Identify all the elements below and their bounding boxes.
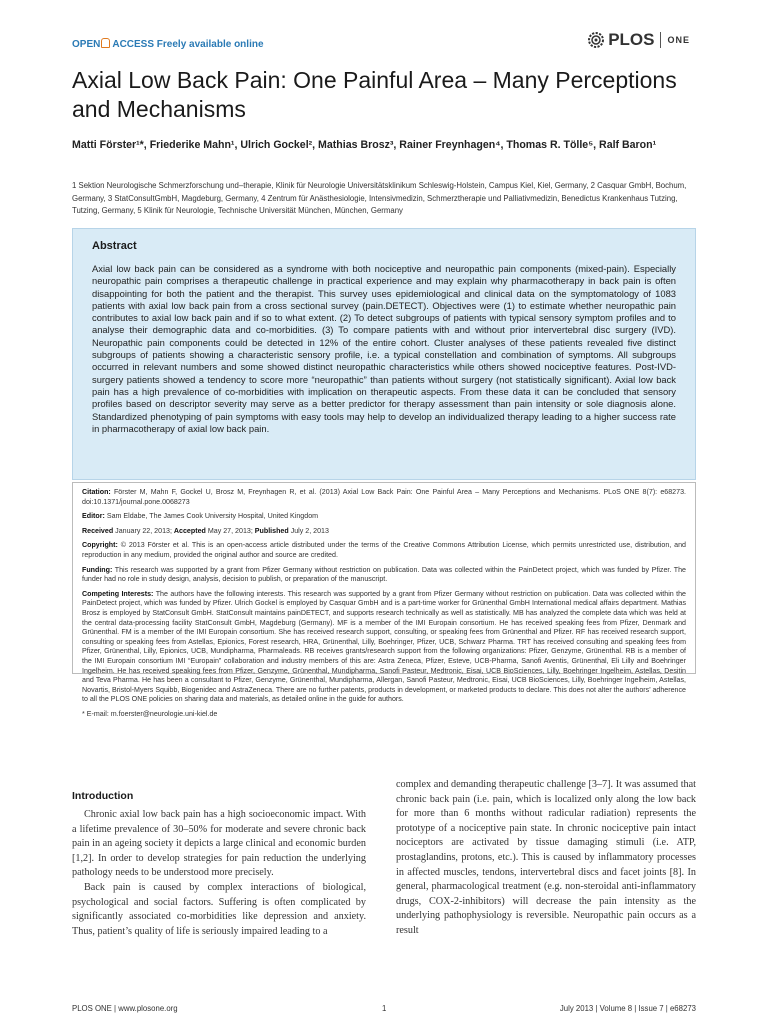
- published-label: Published: [254, 526, 289, 535]
- copyright-label: Copyright:: [82, 541, 118, 550]
- competing-text: The authors have the following interests. This research was supported by a grant from Pfizer Germany without restriction on publication. Data was collected within the PainDetect project, which was funded by Pfizer. Ulrich Gockel is employed by Casquar GmbH and is a part-time worker for Grünenthal GmbH International medical affairs department. Mathias Brosz is employed by StatConsult GmbH. StatConsult maintains painDETECT, and supports research technically as well as statistically. MB has analyzed the complete data which was held at the central data-processing facility StatConsult GmbH, Magdeburg (Germany). MF is a member of the IMI Europain consortium. He has received speaking fees from Pfizer, Denmark and Grünenthal. FM is a member of the IMI Europain consortium. She has received research support, consulting, or speaking fees from Grünenthal and Pfizer. RF has received research support, consulting or speaking fees from Astellas, Epionics, Forest research, HRA, Grünenthal, Lilly, Boehringer, Pfizer, UCB, Schwarz Pharma. TRT has received consulting and speaking fees from Pfizer, Grünenthal, Lilly, Epionics, UCB, Mundipharma, Pharmaleads. RB receives grants/research support from the following organizations: Pfizer, Genzyme, Grünenthal. RB is a member of the IMI Europain consortium IMI “Europain” collaboration and industry members of this are: Astra Zeneca, Pfizer, Esteve, UCB-Pharma, Sanofi Aventis, Grünenthal, Eli Lilly and Boehringer Ingelheim. He has received speaking fees from Pfizer, Genzyme, Grünenthal, Mundipharma, Sanofi Pasteur, Medtronic, Eisai, UCB BioSciences, Lilly, Boehringer Ingelheim, Astellas, Desitin and Teva Pharma. He has been a consultant to Pfizer, Genzyme, Grünenthal, Mundipharma, Allergan, Sanofi Pasteur, Medtronic, Eisai, UCB BioSciences, Lilly, Boehringer Ingelheim, Astellas, Novartis, Bristol-Myers Squibb, Biogenidec and AstraZeneca. There are no further patents, products in development, or marketed products to declare. This does not alter the authors’ adherence to all the PLOS ONE policies on sharing data and materials, as detailed online in the guide for authors.: [82, 589, 687, 704]
- body-column-right: [396, 778, 696, 939]
- intro-paragraph-3: complex and demanding therapeutic challenge [3–7]. It was assumed that chronic back pain (i.e. pain, which is localized only along the low back for more than 6 months without radicular radiation) represents the prototype of a nociceptive pain state. In chronic nociceptive pain intact nociceptors are activated by tissue damaging stimuli (i.e. ATP, prostaglandins, protons, etc.). This is caused by inflammatory processes in affected muscles, tendons, intervertebral discs and facet joints [8]. In general, pharmacological treatment (e.g. non-steroidal anti-inflammatory drugs, COX-2-inhibitors) will decrease the pain intensity as the underlying pathophysiology is reversible. Neuropathic pain occurs as a result: [396, 779, 696, 936]
- editor-label: Editor:: [82, 512, 105, 521]
- open-access-label: OPEN: [72, 39, 101, 50]
- funding-line: [82, 566, 686, 585]
- citation-text: Förster M, Mahn F, Gockel U, Brosz M, Freynhagen R, et al. (2013) Axial Low Back Pain: One Painful Area – Many Perceptions and Mechanisms. PLoS ONE 8(7): e68273. doi:10.1371/journal.pone.0068273: [82, 488, 686, 506]
- page-number: 1: [382, 1004, 387, 1013]
- journal-logo: [587, 30, 690, 50]
- funding-text: This research was supported by a grant from Pfizer Germany without restriction on publication. Data was collected within the PainDetect project, which was funded by Pfizer. The funder had no role in study design, analysis, decision to publish, or preparation of the manuscript.: [82, 565, 686, 584]
- intro-paragraph-1: Chronic axial low back pain has a high socioeconomic impact. With a lifetime prevalence of 30–50% for moderate and severe chronic back pain in an ageing society it depicts a large clinical and economic burden [1,2]. In order to develop strategies for pain reduction the underlying pathology needs to be understood more precisely.: [72, 809, 366, 879]
- footer-issue: July 2013 | Volume 8 | Issue 7 | e68273: [559, 1004, 696, 1013]
- accepted-date: May 27, 2013;: [207, 526, 253, 535]
- received-date: January 22, 2013;: [115, 526, 172, 535]
- copyright-line: [82, 541, 686, 560]
- journal-sub: ONE: [667, 35, 690, 45]
- author-list: Matti Förster¹*, Friederike Mahn¹, Ulrich Gockel², Mathias Brosz³, Rainer Freynhagen⁴, Thomas R. Tölle⁵, Ralf Baron¹: [72, 139, 657, 151]
- citation-label: Citation:: [82, 488, 111, 496]
- body-column-left: [72, 808, 366, 939]
- copyright-text: © 2013 Förster et al. This is an open-access article distributed under the terms of the Creative Commons Attribution License, which permits unrestricted use, distribution, and reproduction in any medium, provided the original author and source are credited.: [82, 541, 686, 559]
- intro-paragraph-2: Back pain is caused by complex interactions of biological, psychological and social factors. Suffering is often complicated by significantly associated co-morbidities like depression and anxiety. Thus, patient’s quality of life is seriously impaired leading to a: [72, 881, 366, 937]
- citation-line: [82, 488, 686, 507]
- abstract-heading: Abstract: [92, 240, 137, 252]
- footer-journal: PLOS ONE | www.plosone.org: [72, 1004, 178, 1013]
- competing-label: Competing Interests:: [82, 589, 154, 598]
- metadata-content: [82, 488, 686, 724]
- open-access-banner: [72, 38, 264, 50]
- access-label: ACCESS Freely available online: [112, 39, 264, 50]
- journal-brand: PLOS: [608, 30, 655, 49]
- competing-line: [82, 590, 686, 705]
- article-title: Axial Low Back Pain: One Painful Area – Many Perceptions and Mechanisms: [72, 67, 677, 122]
- funding-label: Funding:: [82, 565, 113, 574]
- editor-line: [82, 512, 686, 522]
- plos-gear-icon: [587, 31, 605, 49]
- affiliations: 1 Sektion Neurologische Schmerzforschung und–therapie, Klinik für Neurologie Universitätsklinikum Schleswig-Holstein, Campus Kiel, Kiel, Germany, 2 Casquar GmbH, Bochum, Germany, 3 StatConsultGmbH, Magdeburg, Germany, 4 Zentrum für Anästhesiologie, Intensivmedizin, Schmerztherapie und Palliativmedizin, Benedictus Krankenhaus Tutzing, Tutzing, Germany, 5 Klinik für Neurologie, Technische Universität München, München, Germany: [72, 181, 687, 216]
- published-date: July 2, 2013: [290, 526, 329, 535]
- open-lock-icon: [101, 38, 110, 48]
- editor-text: Sam Eldabe, The James Cook University Hospital, United Kingdom: [106, 512, 319, 521]
- received-label: Received: [82, 526, 114, 535]
- dates-line: [82, 527, 686, 537]
- abstract-text: Axial low back pain can be considered as a syndrome with both nociceptive and neuropathic pain components (mixed-pain). Especially neuropathic pain comprises a therapeutic challenge in practical experience and may explain why pharmacotherapy in back pain is often disappointing for both the patient and the therapist. This survey uses epidemiological and clinical data on the symptomatology of 1083 patients with axial low back pain from a cross sectional survey (pain.DETECT). Objectives were (1) to estimate whether neuropathic pain contributes to axial low back pain and if so to what extent. (2) To detect subgroups of patients with typical sensory symptom profiles and to analyse their demographic data and co-morbidities. (3) To compare patients with and without prior intervertebral disc surgery (IVD). Neuropathic pain components could be detected in 12% of the entire cohort. Cluster analyses of these patients revealed five distinct subgroups of patients showing a characteristic sensory profile, i.e. a typical constellation and combination of symptoms. All subgroups occurred in relevant numbers and some showed distinct neuropathic characteristics while others showed nociceptive features. Post-IVD-surgery patients showed a tendency to score more “neuropathic” than patients without surgery (not statistically significant). Axial low back pain has a high prevalence of co-morbidities with implication on therapeutic aspects. From these data it can be concluded that sensory profiles based on descriptor severity may serve as a better predictor for therapy assessment than pain intensity or sole diagnosis alone. Standardized phenotyping of pain symptoms with easy tools may help to develop an individualized therapy leading to a higher success rate in pharmacotherapy of axial low back pain.: [92, 263, 676, 434]
- logo-divider: [660, 32, 661, 48]
- introduction-heading: Introduction: [72, 790, 134, 802]
- accepted-label: Accepted: [173, 526, 206, 535]
- email-line[interactable]: * E-mail: m.foerster@neurologie.uni-kiel.de: [82, 709, 218, 718]
